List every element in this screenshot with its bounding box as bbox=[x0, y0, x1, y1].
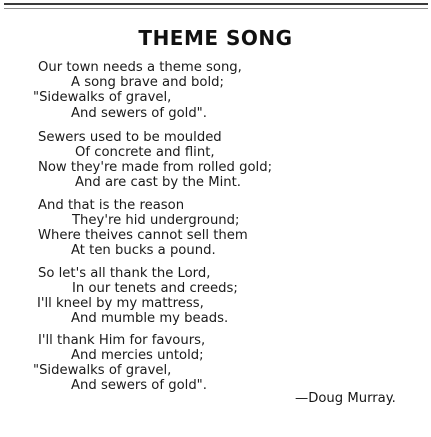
stanza-3-line-1: And that is the reason bbox=[38, 198, 185, 213]
stanza-5-line-2: And mercies untold; bbox=[71, 348, 204, 363]
stanza-1-line-1: Our town needs a theme song, bbox=[38, 60, 242, 75]
stanza-5-line-1: I'll thank Him for favours, bbox=[38, 333, 206, 348]
poem-title: THEME SONG bbox=[138, 26, 293, 50]
stanza-2-line-1: Sewers used to be moulded bbox=[38, 130, 222, 145]
stanza-2-line-3: Now they're made from rolled gold; bbox=[38, 160, 273, 175]
stanza-4-line-1: So let's all thank the Lord, bbox=[38, 266, 211, 281]
stanza-3-line-3: Where theives cannot sell them bbox=[38, 228, 248, 243]
stanza-1-line-3: "Sidewalks of gravel, bbox=[33, 90, 172, 105]
stanza-4-line-4: And mumble my beads. bbox=[71, 311, 229, 326]
stanza-3-line-2: They're hid underground; bbox=[72, 213, 240, 228]
stanza-1-line-4: And sewers of gold". bbox=[71, 106, 207, 121]
stanza-4-line-3: I'll kneel by my mattress, bbox=[37, 296, 204, 311]
author-signature: —Doug Murray. bbox=[295, 391, 396, 406]
stanza-2-line-2: Of concrete and flint, bbox=[75, 145, 215, 160]
stanza-5-line-4: And sewers of gold". bbox=[71, 378, 207, 393]
stanza-2-line-4: And are cast by the Mint. bbox=[75, 175, 241, 190]
stanza-5-line-3: "Sidewalks of gravel, bbox=[33, 363, 172, 378]
stanza-1-line-2: A song brave and bold; bbox=[71, 75, 224, 90]
stanza-4-line-2: In our tenets and creeds; bbox=[72, 281, 238, 296]
stanza-3-line-4: At ten bucks a pound. bbox=[71, 243, 216, 258]
